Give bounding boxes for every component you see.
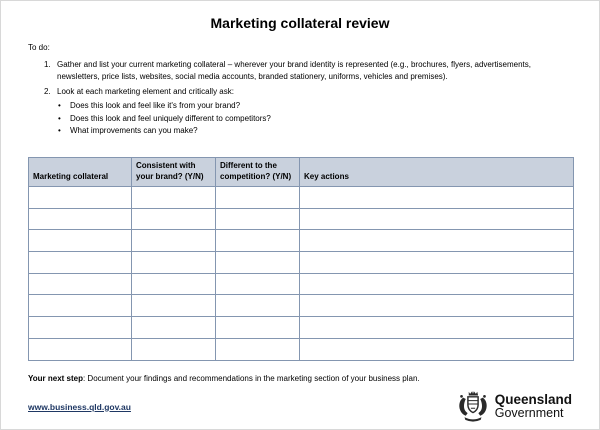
table-cell (132, 187, 216, 209)
table-body (29, 187, 574, 361)
table-cell (300, 273, 574, 295)
table-cell (132, 230, 216, 252)
bullet-icon: • (58, 113, 61, 123)
logo-text (495, 393, 572, 420)
next-step-label: Your next step (28, 373, 83, 383)
table-header-cell: Key actions (300, 158, 574, 187)
table-cell (29, 252, 132, 274)
table-cell (300, 230, 574, 252)
table-header-cell: Different to the competition? (Y/N) (216, 158, 300, 187)
table-cell (29, 230, 132, 252)
table-cell (300, 338, 574, 360)
table-row (29, 252, 574, 274)
question-text: What improvements can you make? (70, 126, 198, 136)
logo-line2: Government (494, 406, 564, 420)
table-cell (216, 230, 300, 252)
table-cell (29, 317, 132, 339)
table-row (29, 273, 574, 295)
list-item (28, 113, 572, 126)
table-cell (300, 252, 574, 274)
next-step-text: : Document your findings and recommendations in the marketing section of your business plan. (82, 373, 420, 383)
list-item (28, 59, 572, 84)
table-cell (216, 187, 300, 209)
table-cell (300, 187, 574, 209)
question-text: Does this look and feel uniquely different to competitors? (70, 113, 271, 123)
table-cell (29, 208, 132, 230)
table-row (29, 230, 574, 252)
table-cell (29, 187, 132, 209)
table-cell (216, 208, 300, 230)
table-row (29, 187, 574, 209)
table-cell (216, 338, 300, 360)
list-item (28, 100, 572, 113)
list-number: 2. (44, 86, 51, 96)
table-header-cell: Marketing collateral (29, 158, 132, 187)
table-row (29, 295, 574, 317)
table-cell (300, 208, 574, 230)
question-text: Does this look and feel like it's from your brand? (70, 101, 241, 111)
table-cell (29, 338, 132, 360)
bullet-icon: • (58, 126, 61, 136)
page-title: Marketing collateral review (210, 15, 390, 31)
table-cell (216, 295, 300, 317)
table-header-cell: Consistent with your brand? (Y/N) (132, 158, 216, 187)
logo-line1: Queensland (494, 392, 572, 408)
table-cell (300, 317, 574, 339)
table-cell (216, 273, 300, 295)
table-row (29, 338, 574, 360)
table-cell (132, 317, 216, 339)
bullet-icon: • (58, 101, 61, 111)
table-row (29, 317, 574, 339)
table-header-row (29, 158, 574, 187)
footer (28, 390, 572, 424)
table-cell (132, 338, 216, 360)
table-cell (29, 273, 132, 295)
table-cell (29, 295, 132, 317)
queensland-government-logo (455, 390, 572, 424)
table-cell (132, 273, 216, 295)
list-item (28, 125, 572, 138)
table-cell (132, 295, 216, 317)
list-item-text: Gather and list your current marketing collateral – wherever your brand identity is represented (e.g., brochures, flyers, advertisements, newsletters, price lists, websites, social media accounts, branded stationery, uniforms, vehicles and premises). (57, 60, 531, 82)
website-link[interactable]: www.business.qld.gov.au (28, 401, 131, 412)
queensland-crest-icon (455, 390, 491, 424)
table-cell (216, 252, 300, 274)
next-step-note (28, 374, 572, 383)
table-cell (132, 208, 216, 230)
table-cell (300, 295, 574, 317)
table-cell (216, 317, 300, 339)
list-item (28, 86, 572, 98)
table-cell (132, 252, 216, 274)
list-number: 1. (44, 60, 51, 69)
todo-label: To do: (28, 43, 50, 52)
review-table (28, 157, 574, 361)
todo-list (28, 59, 572, 98)
table-row (29, 208, 574, 230)
list-item-text: Look at each marketing element and critically ask: (57, 86, 234, 96)
question-list (28, 100, 572, 138)
